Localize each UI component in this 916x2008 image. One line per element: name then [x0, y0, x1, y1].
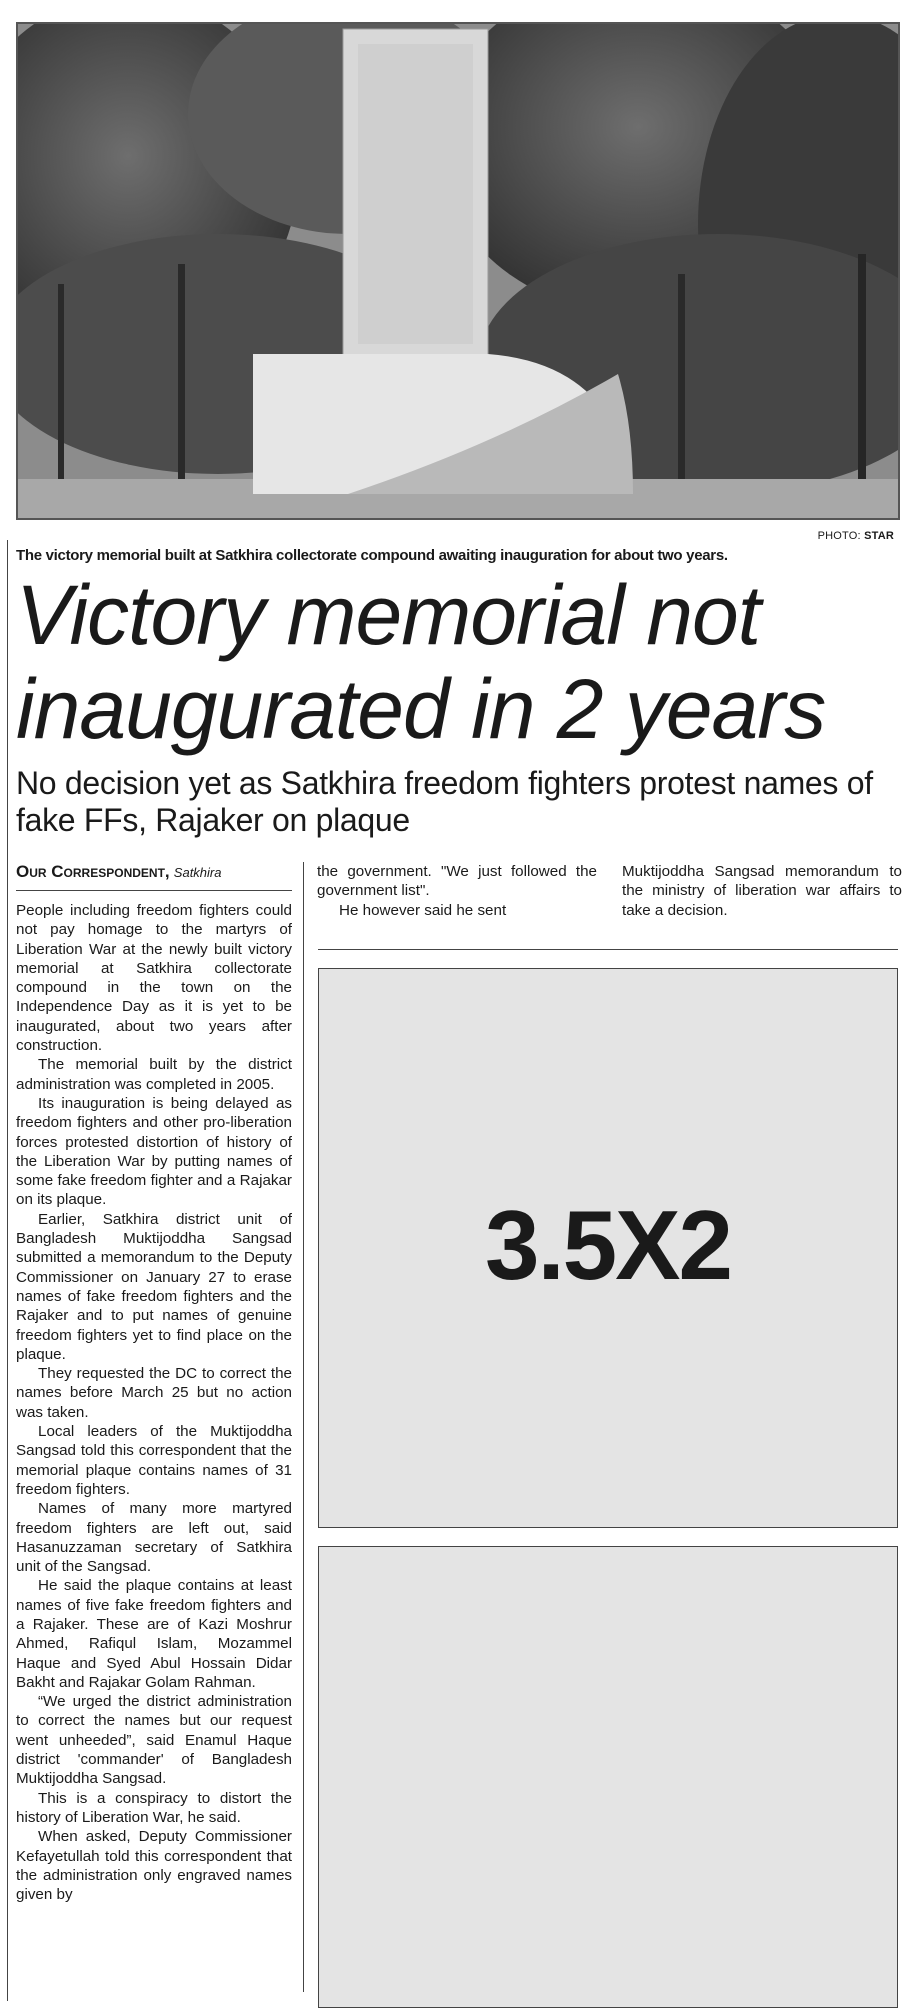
paragraph: Names of many more martyred freedom fighters are left out, said Hasanuzzaman secretary of Satkhira unit of the Sangsad.	[16, 1500, 292, 1576]
ad-placeholder-box	[318, 968, 898, 1528]
byline-place: Satkhira	[173, 865, 222, 880]
left-column-rule	[7, 540, 8, 2001]
paragraph: “We urged the district administration to correct the names but our request went unheeded”, said Enamul Haque district 'commander' of Bangladesh Muktijoddha Sangsad.	[16, 1693, 292, 1788]
paragraph: Its inauguration is being delayed as freedom fighters and other pro-liberation forces protested distortion of history of the Liberation War by putting names of some fake freedom fighter and a Rajakar on its plaque.	[16, 1094, 292, 1209]
article-end-rule	[318, 949, 898, 950]
photo-caption: The victory memorial built at Satkhira collectorate compound awaiting inauguration for about two years.	[16, 547, 728, 564]
paragraph: They requested the DC to correct the names before March 25 but no action was taken.	[16, 1365, 292, 1421]
paragraph: This is a conspiracy to distort the history of Liberation War, he said.	[16, 1789, 292, 1826]
memorial-photo-illustration	[18, 24, 898, 518]
ad-placeholder-box-secondary	[318, 1546, 898, 2008]
article-column-1	[16, 901, 292, 1904]
ad-size-label: 3.5X2	[484, 1190, 732, 1300]
subheadline: No decision yet as Satkhira freedom fighters protest names of fake FFs, Rajaker on plaque	[16, 765, 873, 838]
paragraph: The memorial built by the district administration was completed in 2005.	[16, 1056, 292, 1093]
paragraph: the government. "We just followed the government list".	[317, 863, 597, 900]
photo-credit-source: STAR	[864, 530, 894, 542]
paragraph: He however said he sent	[339, 901, 507, 919]
paragraph: Local leaders of the Muktijoddha Sangsad told this correspondent that the memorial plaque contains names of 31 freedom fighters.	[16, 1423, 292, 1498]
byline-name: Our Correspondent,	[16, 862, 170, 881]
paragraph: People including freedom fighters could not pay homage to the martyrs of Liberation War at the newly built victory memorial at Satkhira collectorate compound in the town on the Independence Day as it is yet to be inaugurated, about two years after construction.	[16, 902, 292, 1055]
memorial-photo	[16, 22, 900, 520]
article-column-3	[622, 862, 902, 920]
paragraph: Earlier, Satkhira district unit of Bangladesh Muktijoddha Sangsad submitted a memorandum to the Deputy Commissioner on January 27 to erase names of fake freedom fighters and the Rajaker and to put names of genuine freedom fighters yet to find place on the plaque.	[16, 1210, 292, 1363]
photo-credit	[818, 530, 894, 542]
byline	[16, 862, 292, 891]
column-divider	[303, 862, 304, 1992]
photo-credit-prefix: PHOTO:	[817, 530, 861, 542]
paragraph: Muktijoddha Sangsad memorandum to the ministry of liberation war affairs to take a decision.	[622, 863, 902, 919]
article-column-2	[317, 862, 597, 920]
headline: Victory memorial not inaugurated in 2 years	[16, 568, 826, 756]
paragraph: He said the plaque contains at least names of five fake freedom fighters and a Rajaker. These are of Kazi Moshrur Ahmed, Rafiqul Islam, Mozammel Haque and Syed Abul Hossain Didar Bakht and Rajakar Golam Rahman.	[16, 1577, 292, 1691]
paragraph: When asked, Deputy Commissioner Kefayetullah told this correspondent that the administration only engraved names given by	[16, 1828, 292, 1904]
